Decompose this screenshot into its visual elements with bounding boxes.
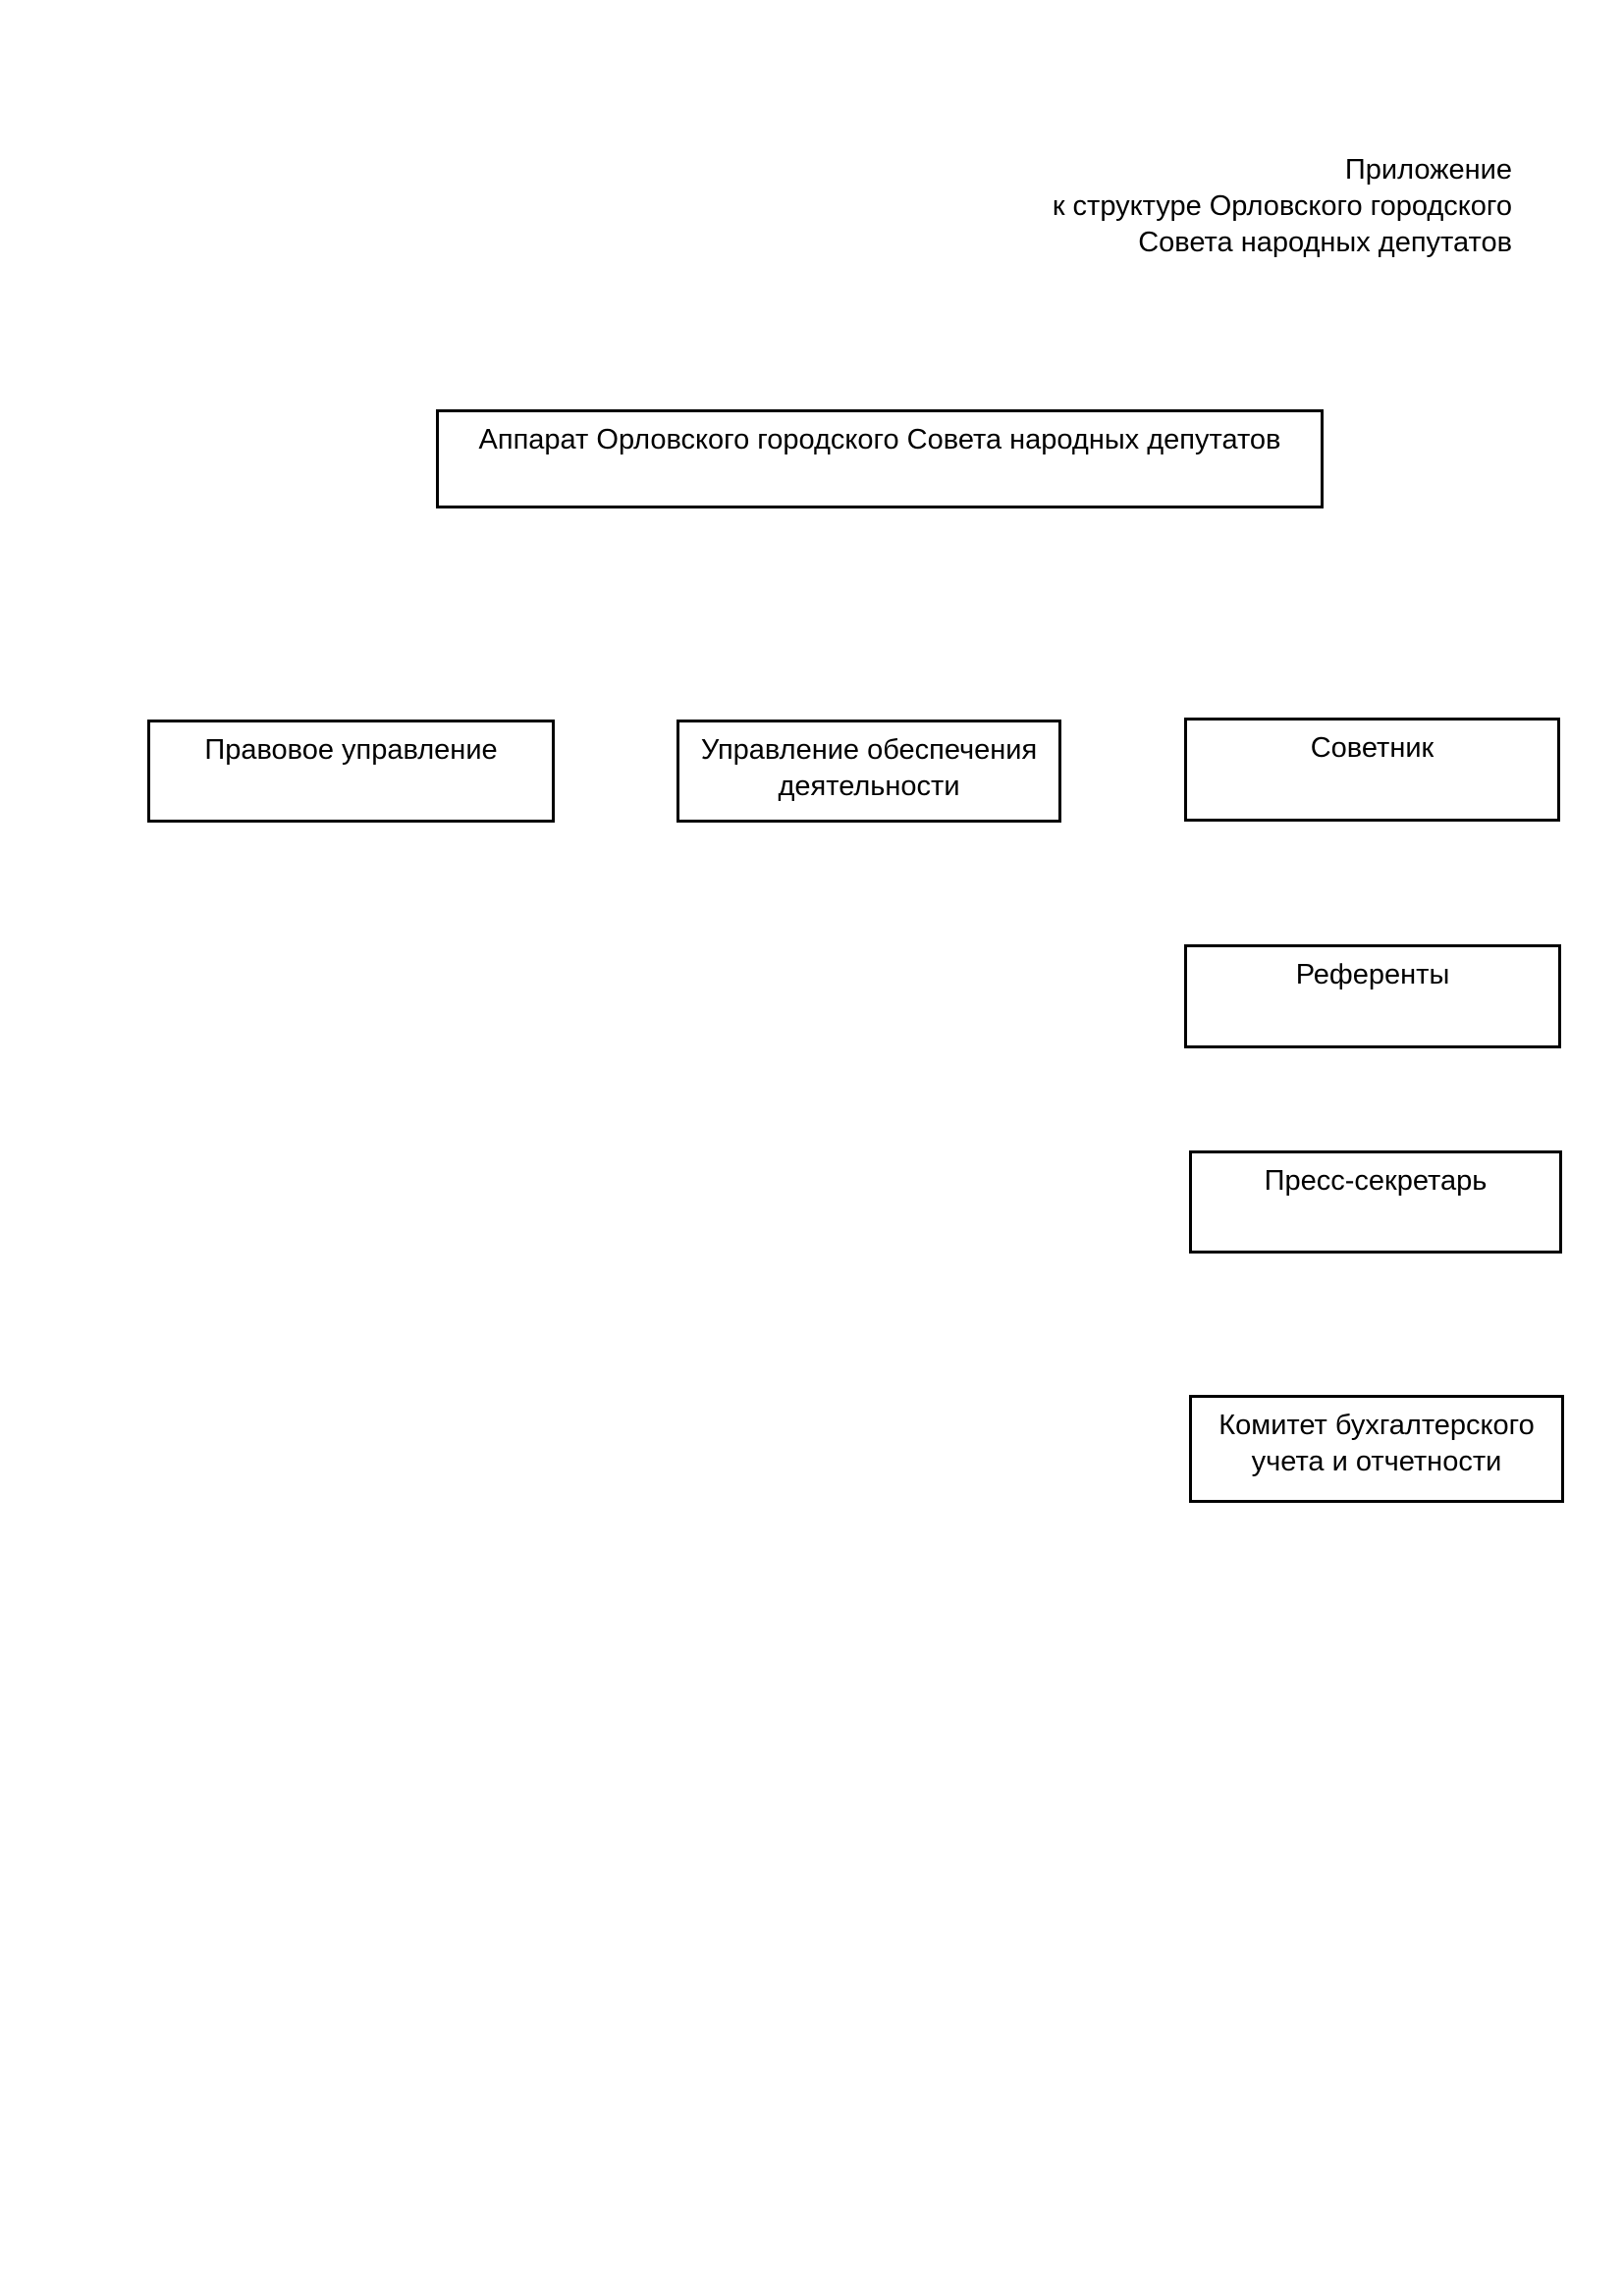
- annotation-line-1: Приложение: [1344, 154, 1512, 186]
- org-box-accounting-committee-label: Комитет бухгалтерского учета и отчетности: [1218, 1410, 1535, 1477]
- org-box-referents-label: Референты: [1295, 959, 1450, 990]
- org-box-legal-department: [147, 720, 555, 823]
- org-box-support-department: [677, 720, 1061, 823]
- annotation-line-3: Совета народных депутатов: [1138, 227, 1512, 258]
- org-box-press-secretary-label: Пресс-секретарь: [1264, 1165, 1488, 1197]
- org-box-legal-department-label: Правовое управление: [204, 734, 498, 766]
- org-box-apparatus: [436, 409, 1324, 508]
- org-box-support-department-label: Управление обеспечения деятельности: [700, 734, 1038, 802]
- org-box-advisor-label: Советник: [1310, 732, 1435, 764]
- org-box-press-secretary: [1189, 1150, 1562, 1254]
- org-box-apparatus-label: Аппарат Орловского городского Совета народных депутатов: [478, 424, 1281, 455]
- org-box-referents: [1184, 944, 1561, 1048]
- annotation-line-2: к структуре Орловского городского: [1052, 190, 1512, 222]
- org-box-accounting-committee: [1189, 1395, 1564, 1503]
- annotation-block: [1053, 152, 1512, 261]
- org-box-advisor: [1184, 718, 1560, 822]
